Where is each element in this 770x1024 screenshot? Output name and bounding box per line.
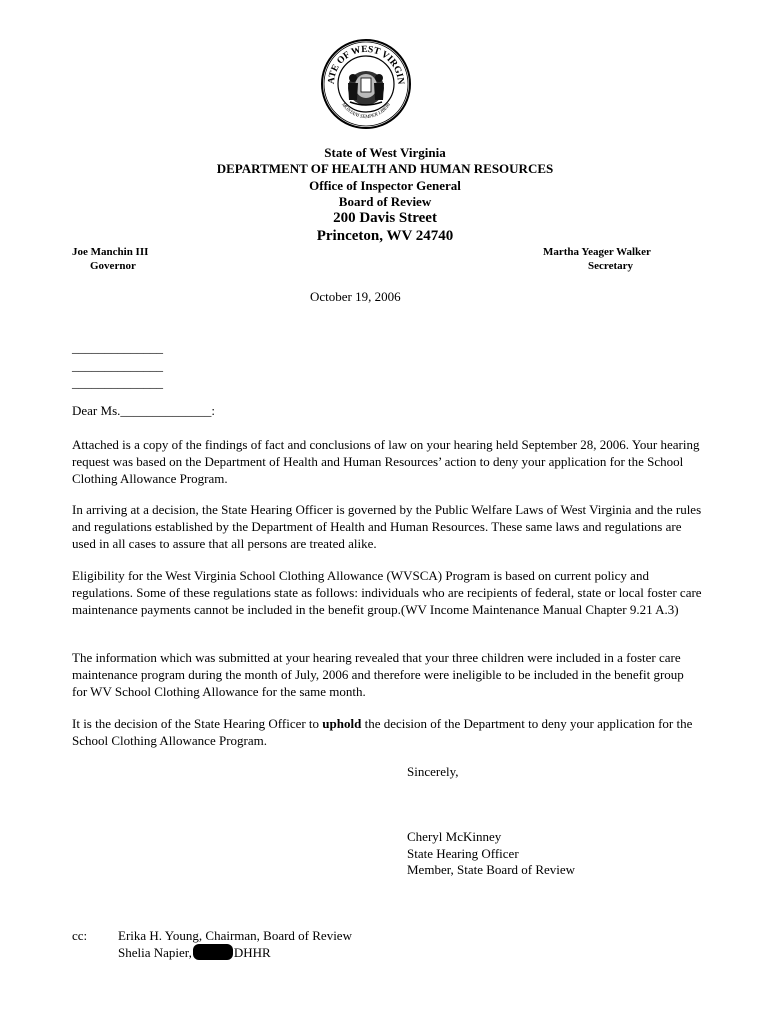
- secretary-name: Martha Yeager Walker: [543, 246, 651, 258]
- board-name: Board of Review: [338, 194, 432, 209]
- cc-recipient-2-name: Shelia Napier,: [118, 945, 192, 960]
- salutation: Dear Ms.______________:: [72, 403, 215, 418]
- signer-name: Cheryl McKinney: [407, 829, 502, 844]
- paragraph-decision: [72, 715, 702, 749]
- state-seal-logo: [320, 38, 412, 130]
- paragraph-eligibility: Eligibility for the West Virginia School Clothing Allowance (WVSCA) Program is based on current policy and regulations. Some of these regulations state as follows: individuals who are recipients of federal, state or local foster care maintenance payments cannot be included in the benefit group.(WV Income Maintenance Manual Chapter 9.21 A.3): [72, 568, 702, 617]
- secretary-title: Secretary: [588, 260, 633, 272]
- closing: Sincerely,: [407, 764, 459, 779]
- address-line-1: ______________: [72, 340, 163, 355]
- decision-keyword: uphold: [322, 716, 362, 731]
- paragraph-hearing: Attached is a copy of the findings of fact and conclusions of law on your hearing held September 28, 2006. Your hearing request was based on the Department of Health and Human Resources’ action to deny your application for the School Clothing Allowance Program.: [72, 437, 700, 486]
- street-address: 200 Davis Street: [333, 210, 437, 226]
- city-address: Princeton, WV 24740: [316, 228, 454, 244]
- decision-text-start: It is the decision of the State Hearing Officer to: [72, 716, 323, 731]
- state-name: State of West Virginia: [324, 145, 446, 160]
- address-line-2: ______________: [72, 358, 163, 373]
- cc-recipient-2-org: DHHR: [233, 945, 271, 960]
- redaction-block: [193, 944, 233, 960]
- address-line-3: ______________: [72, 375, 163, 390]
- letter-date: October 19, 2006: [310, 289, 401, 304]
- office-name: Office of Inspector General: [309, 178, 461, 193]
- governor-name: Joe Manchin III: [72, 246, 149, 258]
- cc-label: cc:: [72, 928, 88, 943]
- signer-membership: Member, State Board of Review: [407, 862, 576, 877]
- svg-text:MONTANI SEMPER LIBERI: MONTANI SEMPER LIBERI: [340, 102, 392, 121]
- paragraph-findings: The information which was submitted at your hearing revealed that your three children were included in a foster care maintenance program during the month of July, 2006 and therefore were ineligible to be included in the benefit group for WV School Clothing Allowance for the same month.: [72, 650, 684, 699]
- governor-title: Governor: [90, 260, 136, 272]
- signer-title: State Hearing Officer: [407, 846, 519, 861]
- paragraph-laws: In arriving at a decision, the State Hearing Officer is governed by the Public Welfare Laws of West Virginia and the rules and regulations established by the Department of Health and Human Resources. These same laws and regulations are used in all cases to assure that all persons are treated alike.: [72, 502, 702, 551]
- department-name: DEPARTMENT OF HEALTH AND HUMAN RESOURCES: [216, 161, 554, 176]
- svg-text:STATE OF WEST VIRGINIA: ATE OF WEST VIRGIN: [326, 44, 406, 85]
- cc-recipient-2: [118, 944, 271, 961]
- decision-text-end: the decision of the Department to deny your application for the School Clothing Allowance Program.: [72, 716, 693, 748]
- cc-recipient-1: Erika H. Young, Chairman, Board of Review: [118, 928, 352, 943]
